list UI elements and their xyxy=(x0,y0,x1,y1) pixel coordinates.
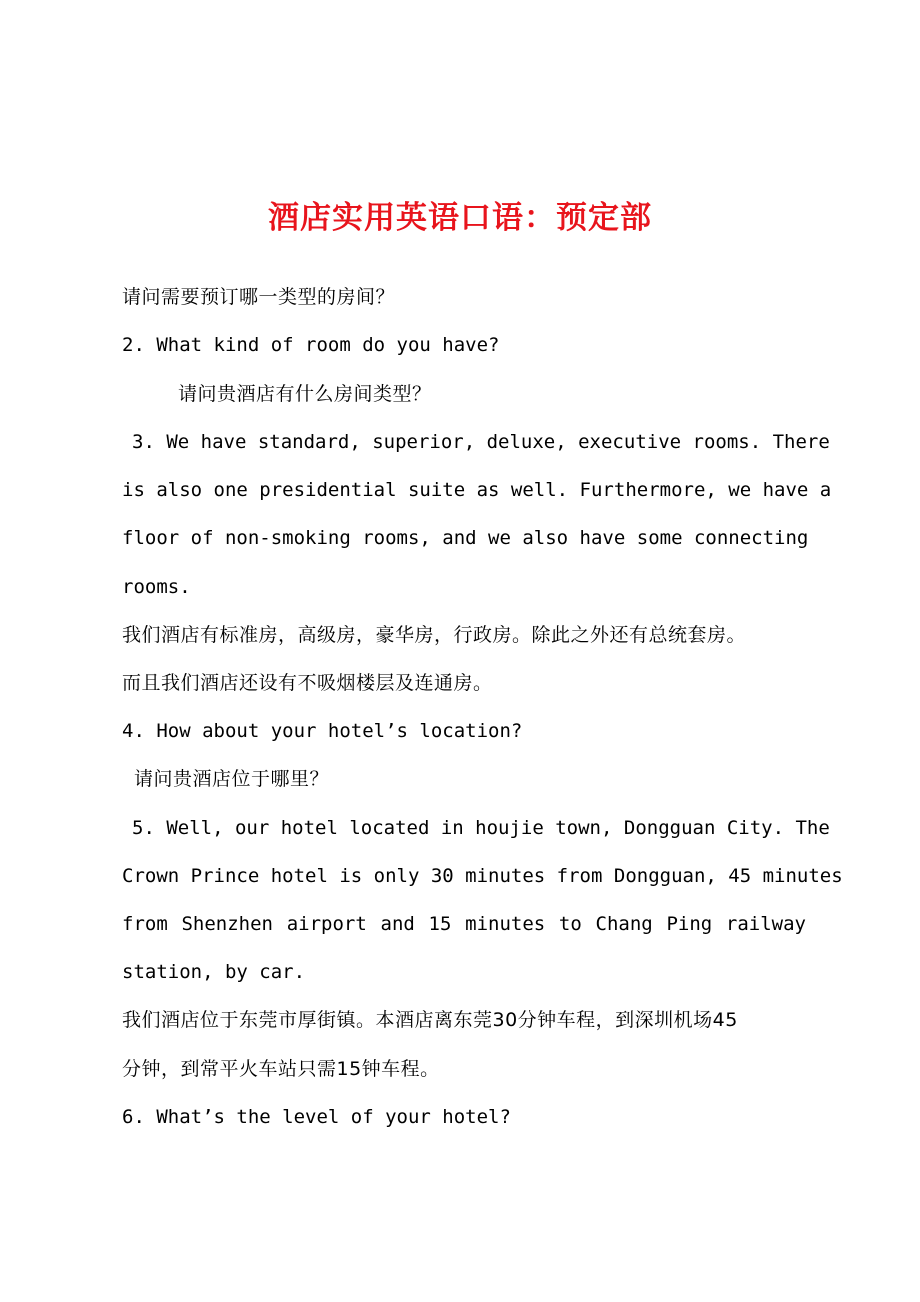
answer-5-line-1: 5. Well, our hotel located in houjie town, Dongguan City. The xyxy=(132,817,830,839)
answer-3-line-4: rooms. xyxy=(122,576,191,598)
question-6-english: 6. What’s the level of your hotel? xyxy=(122,1106,511,1128)
question-2-english: 2. What kind of room do you have? xyxy=(122,334,500,356)
question-1-chinese: 请问需要预订哪一类型的房间？ xyxy=(122,286,396,308)
answer-3-line-3: floor of non-smoking rooms, and we also have some connecting xyxy=(122,527,809,549)
answer-3-line-2: is also one presidential suite as well. Furthermore, we have a xyxy=(122,479,832,501)
document-title: 酒店实用英语口语：预定部 xyxy=(268,200,652,236)
answer-3-line-1: 3. We have standard, superior, deluxe, executive rooms. There xyxy=(132,431,830,453)
answer-5-chinese-line-2: 分钟，到常平火车站只需15钟车程。 xyxy=(122,1058,440,1080)
answer-5-line-2: Crown Prince hotel is only 30 minutes from Dongguan, 45 minutes xyxy=(122,865,843,887)
answer-5-line-3: from Shenzhen airport and 15 minutes to Chang Ping railway xyxy=(122,913,806,935)
question-4-chinese: 请问贵酒店位于哪里？ xyxy=(134,768,330,790)
answer-3-chinese-line-1: 我们酒店有标准房，高级房，豪华房，行政房。除此之外还有总统套房。 xyxy=(122,624,747,646)
answer-3-chinese-line-2: 而且我们酒店还设有不吸烟楼层及连通房。 xyxy=(122,672,493,694)
answer-5-chinese-line-1: 我们酒店位于东莞市厚街镇。本酒店离东莞30分钟车程，到深圳机场45 xyxy=(122,1009,738,1031)
question-4-english: 4. How about your hotel’s location? xyxy=(122,720,523,742)
question-2-chinese: 请问贵酒店有什么房间类型？ xyxy=(178,383,432,405)
answer-5-line-4: station, by car. xyxy=(122,961,306,983)
